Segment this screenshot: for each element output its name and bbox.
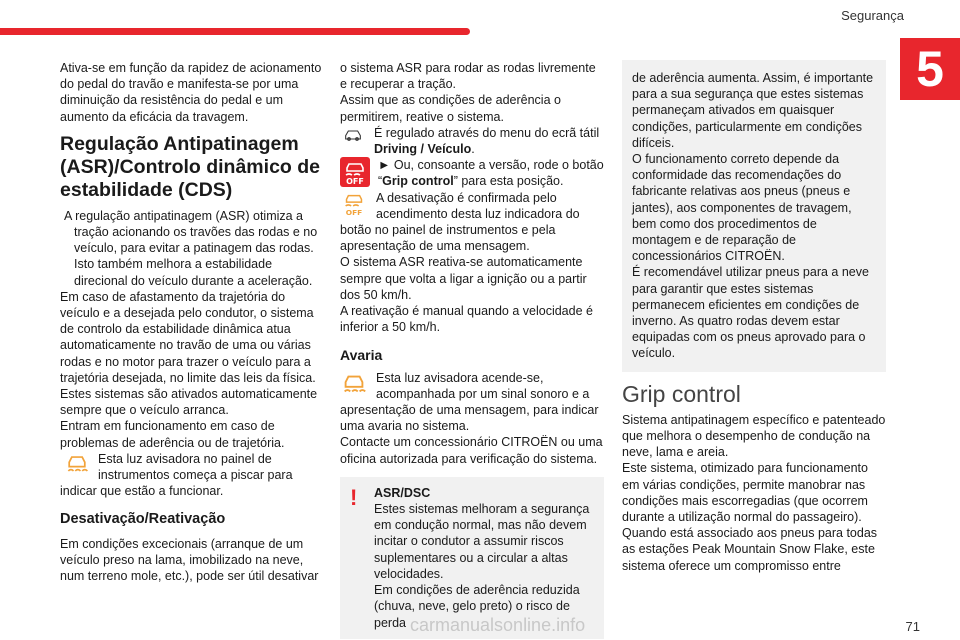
deactivation-paragraph: Em condições excecionais (arranque de um veículo preso na lama, imobilizado na neve, num terreno mole, etc.), pode ser útil desativar <box>60 536 319 584</box>
box-text-2: O funcionamento correto depende da conformidade das recomendações do fabricante relativas aos pneus (pneus e jantes), aos componentes de travagem, bem como dos procedimentos de montagem e de reparação de concessionários CITROËN. <box>632 152 852 264</box>
skid-off-icon <box>340 157 370 187</box>
grip-paragraph-2: Este sistema, otimizado para funcionamento em várias condições, permite manobrar nas condições mais escorregadias (que ocorrem durante a utilização normal do passageiro). <box>622 461 868 525</box>
box-text-1: de aderência aumenta. Assim, é importante para a sua segurança que estes sistemas permaneçam ativados em quaisquer condições, particularmente em condições difíceis. <box>632 71 874 150</box>
exclamation-icon: ! <box>350 484 358 510</box>
skid-light-note <box>60 451 322 500</box>
column-3 <box>622 60 886 574</box>
manual-reactivate-paragraph: A reativação é manual quando a velocidade é inferior a 50 km/h. <box>340 304 593 335</box>
skid-warning-icon <box>64 451 90 477</box>
watermark: carmanualsonline.info <box>410 615 586 635</box>
asr-cds-heading: Regulação Antipatinagem (ASR)/Controlo dinâmico de estabilidade (CDS) <box>60 132 320 201</box>
menu-note <box>340 125 604 157</box>
asr-paragraph: A regulação antipatinagem (ASR) otimiza a tração acionando os travões das rodas e no veículo, para evitar a patinagem das rodas. Isto também melhora a estabilidade direcional do veículo durante a aceleração. <box>64 208 318 288</box>
off-confirm-note <box>340 190 604 255</box>
car-icon <box>340 125 366 145</box>
asr-free-paragraph: o sistema ASR para rodar as rodas livremente e recuperar a tração. <box>340 61 596 92</box>
fault-note <box>340 370 604 435</box>
fault-text: Esta luz avisadora acende-se, acompanhada por um sinal sonoro e a apresentação de uma mensagem, para indicar uma avaria no sistema. <box>340 370 599 434</box>
svg-text:OFF: OFF <box>345 207 363 217</box>
skid-light-text: Esta luz avisadora no painel de instrumentos começa a piscar para indicar que estão a funcionar. <box>60 451 293 499</box>
warning-box-continued <box>622 60 886 372</box>
page-header <box>0 0 960 40</box>
dealer-paragraph: Contacte um concessionário CITROËN ou uma oficina autorizada para verificação do sistema. <box>340 435 603 466</box>
column-1 <box>60 60 322 584</box>
skid-off-amber-icon <box>340 190 368 218</box>
reactivate-paragraph: Assim que as condições de aderência o permitirem, reative o sistema. <box>340 93 561 124</box>
warning-title: ASR/DSC <box>374 485 431 500</box>
skid-warning-icon <box>340 370 368 398</box>
fault-heading: Avaria <box>340 347 383 364</box>
grip-control-heading: Grip control <box>622 380 741 407</box>
auto-reactivate-paragraph: O sistema ASR reativa-se automaticamente sempre que volta a ligar a ignição ou a partir dos 50 km/h. <box>340 255 587 302</box>
deactivation-heading: Desativação/Reativação <box>60 511 226 528</box>
grip-paragraph-1: Sistema antipatinagem específico e patenteado que melhora o desempenho de condução na neve, lama e areia. <box>622 412 886 460</box>
page-number: 71 <box>905 619 920 634</box>
cds-paragraph: Em caso de afastamento da trajetória do veículo e a desejada pelo condutor, o sistema de controlo da estabilidade dinâmica atua automaticamente no travão de uma ou várias rodas e no motor para trazer o veículo para a trajetória desejada, no limite das leis da física. <box>60 289 316 385</box>
section-title: Segurança <box>841 8 904 23</box>
off-confirm-text: A desativação é confirmada pelo acendimento desta luz indicadora do botão no painel de instrumentos e pela apresentação de uma mensagem. <box>340 190 580 254</box>
header-accent-bar <box>0 28 470 35</box>
warning-text-2: Em condições de aderência reduzida (chuva, neve, gelo preto) o risco de perda <box>374 583 580 630</box>
grip-knob-text: ► Ou, consoante a versão, rode o botão “Grip control” para esta posição. <box>378 158 604 189</box>
operation-paragraph: Entram em funcionamento em caso de problemas de aderência ou de trajetória. <box>60 419 285 450</box>
grip-knob-note <box>340 157 604 189</box>
warning-text-1: Estes sistemas melhoram a segurança em condução normal, mas não devem incitar o condutor a assumir riscos suplementares ou a circular a altas velocidades. <box>374 502 590 581</box>
intro-paragraph: Ativa-se em função da rapidez de acionamento do pedal do travão e manifesta-se por uma diminuição da resistência do pedal e um aumento da eficácia da travagem. <box>60 61 322 124</box>
svg-text:OFF: OFF <box>346 177 364 187</box>
box-text-3: É recomendável utilizar pneus para a neve para garantir que estes sistemas permanecem eficientes em condições de inverno. As quatro rodas devem estar equipadas com os pneus aprovado para o veículo. <box>632 265 869 361</box>
column-2 <box>340 60 604 639</box>
grip-paragraph-3: Quando está associado aos pneus para todas as estações Peak Mountain Snow Flake, este sistema oferece um compromisso entre <box>622 526 878 573</box>
chapter-number-tab: 5 <box>900 38 960 100</box>
menu-text: É regulado através do menu do ecrã tátil Driving / Veículo. <box>374 125 600 157</box>
activation-paragraph: Estes sistemas são ativados automaticamente sempre que o veículo arranca. <box>60 387 318 418</box>
